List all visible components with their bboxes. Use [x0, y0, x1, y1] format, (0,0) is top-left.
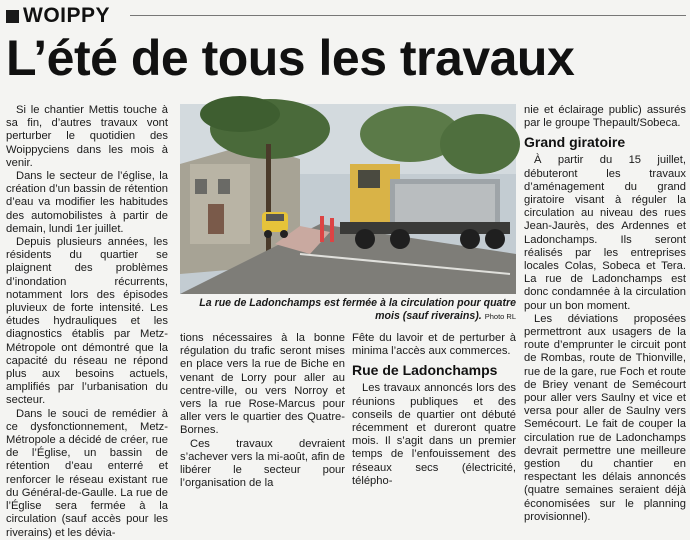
rubric [6, 5, 110, 27]
paragraph: Les travaux annoncés lors des réunions publiques et des conseils de quartier ont débuté récemment et dureront quatre mois. Il s’agit dans un premier temps de l’enfouissement des réseaux secs (électricité, télépho- [352, 382, 516, 487]
headline: L’été de tous les travaux [6, 30, 575, 86]
intro-paragraph: Si le chantier Mettis touche à sa fin, d’autres travaux vont perturber le quotidien des Woippyciens dans les mois à venir. [6, 104, 168, 169]
column-2 [180, 332, 345, 490]
subheading-ladonchamps: Rue de Ladonchamps [352, 362, 498, 379]
street-works-image [180, 104, 516, 294]
paragraph: À partir du 15 juillet, débuteront les travaux d’aménagement du grand giratoire visant à réguler la circulation au niveau des rues Jean-Jaurès, des Ardennes et Ladonchamps. Ils seront réalisés par les entreprises locales Colas, Sobeca et Tera. La rue de Ladonchamps est donc condamnée à la circulation pour un bon moment. [524, 154, 686, 312]
column-4 [524, 104, 686, 524]
rubric-square-icon [6, 10, 19, 23]
paragraph: Les déviations proposées permettront aux usagers de la route d’emprunter le circuit pont de Rombas, route de Thionville, rue de la gare, rue Foch et route de Briey venant de Semécourt pour aller vers Saulny et vice et versa pour aller de Saulny vers Semécourt. Le fait de couper la circulation rue de Ladonchamps devrait permettre une meilleure gestion du chantier en respectant les délais annoncés (quatre semaines seraient déjà économisées sur le planning provisionnel). [524, 312, 686, 523]
paragraph-continued: nie et éclairage public) assurés par le groupe Thepault/Sobeca. [524, 104, 686, 130]
paragraph-continued: Fête du lavoir et de perturber à minima l’accès aux commerces. [352, 332, 516, 358]
subheading-giratoire: Grand giratoire [524, 134, 626, 151]
column-1 [6, 104, 168, 540]
rubric-rule [130, 15, 686, 16]
paragraph: Dans le souci de remédier à ce dysfonctionnement, Metz-Métropole a décidé de créer, rue de l’Église, un bassin de rétention d’eau enterré et renforcer le réseau existant rue du Général-de-Gaulle. La rue de l’Église sera fermée à la circulation (sauf accès pour les riverains) et les dévia- [6, 407, 168, 539]
photo-credit: Photo RL [484, 311, 516, 321]
paragraph: Ces travaux devraient s’achever vers la mi-août, afin de libérer le secteur pour l’organisation de la [180, 437, 345, 490]
news-photo [180, 104, 516, 294]
photo-caption [180, 297, 516, 323]
paragraph: Depuis plusieurs années, les résidents du quartier se plaignent des problèmes d’inondation récurrents, notamment lors des épisodes pluvieux de forte intensité. Les études hydrauliques et les diagnostics établis par Metz-Métropole ont démontré que la capacité du réseau ne répond plus aux besoins actuels, amplifiés par l’urbanisation du secteur. [6, 236, 168, 407]
column-3 [352, 332, 516, 488]
paragraph: Dans le secteur de l’église, la création d’un bassin de rétention d’eau va modifier les habitudes des automobilistes à partir de demain, lundi 1er juillet. [6, 170, 168, 235]
caption-text: La rue de Ladonchamps est fermée à la circulation pour quatre mois (sauf riverains). [199, 297, 516, 322]
paragraph-continued: tions nécessaires à la bonne régulation du trafic seront mises en place vers la rue de Biche en venant de Lorry pour aller au centre-ville, ou vers Norroy et vers la rue Rose-Marcus pour aller vers le quartier des Quatre-Bornes. [180, 332, 345, 437]
rubric-title: WOIPPY [23, 4, 111, 27]
